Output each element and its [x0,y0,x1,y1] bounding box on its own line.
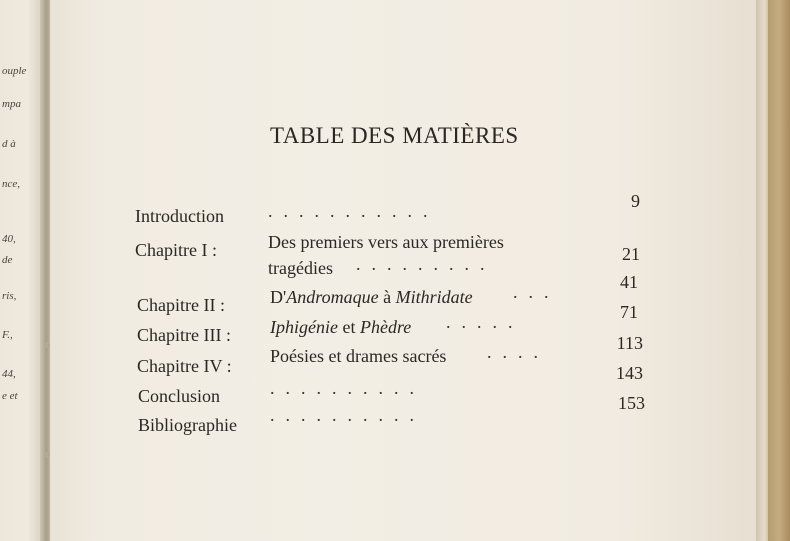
toc-label-chapter-1: Chapitre I : [135,240,217,260]
toc-title-chapter-2: D'Andromaque à Mithridate [270,287,473,307]
toc-label-introduction: Introduction [135,206,224,226]
toc-title-chapter-1-line2: tragédies [268,258,333,278]
margin-fragment: d à [2,138,16,150]
toc-page-number: 71 [620,302,638,322]
dot-leader: ..... [446,312,524,332]
dot-leader: .... [487,342,549,362]
toc-page-number: 143 [616,363,643,383]
margin-fragment: mpa [2,98,21,110]
margin-fragment: 40, [2,233,16,245]
margin-fragment: nce, [2,178,21,190]
dot-leader: ......... [356,254,496,274]
toc-title-chapter-3: Iphigénie et Phèdre [270,317,412,337]
margin-fragment: ouple [2,65,27,77]
margin-fragment: F., [2,329,13,341]
toc-page-number: 9 [631,191,640,211]
dot-leader: ........... [268,201,439,221]
margin-fragment: 44, [2,368,16,380]
toc-page-number: 153 [618,393,645,413]
toc-title-chapter-4: Poésies et drames sacrés [270,346,447,366]
dot-leader: ... [513,282,560,302]
toc-label-bibliographie: Bibliographie [138,415,237,435]
margin-fragment: e et [2,390,18,402]
margin-fragment: ris, [2,290,17,302]
page-title: TABLE DES MATIÈRES [270,123,519,148]
toc-page-number: 113 [616,333,643,353]
toc-page-number: 41 [620,272,638,292]
toc-title-chapter-1-line1: Des premiers vers aux premières [268,232,504,252]
toc-label-chapter-3: Chapitre III : [137,325,231,345]
toc-label-chapter-2: Chapitre II : [137,295,225,315]
toc-label-conclusion: Conclusion [138,386,221,406]
book-cover-board [768,0,790,541]
toc-label-chapter-4: Chapitre IV : [137,356,232,376]
toc-page-number: 21 [622,244,640,264]
dot-leader: .......... [270,405,425,425]
dot-leader: .......... [270,378,425,398]
margin-fragment: de [2,254,13,266]
